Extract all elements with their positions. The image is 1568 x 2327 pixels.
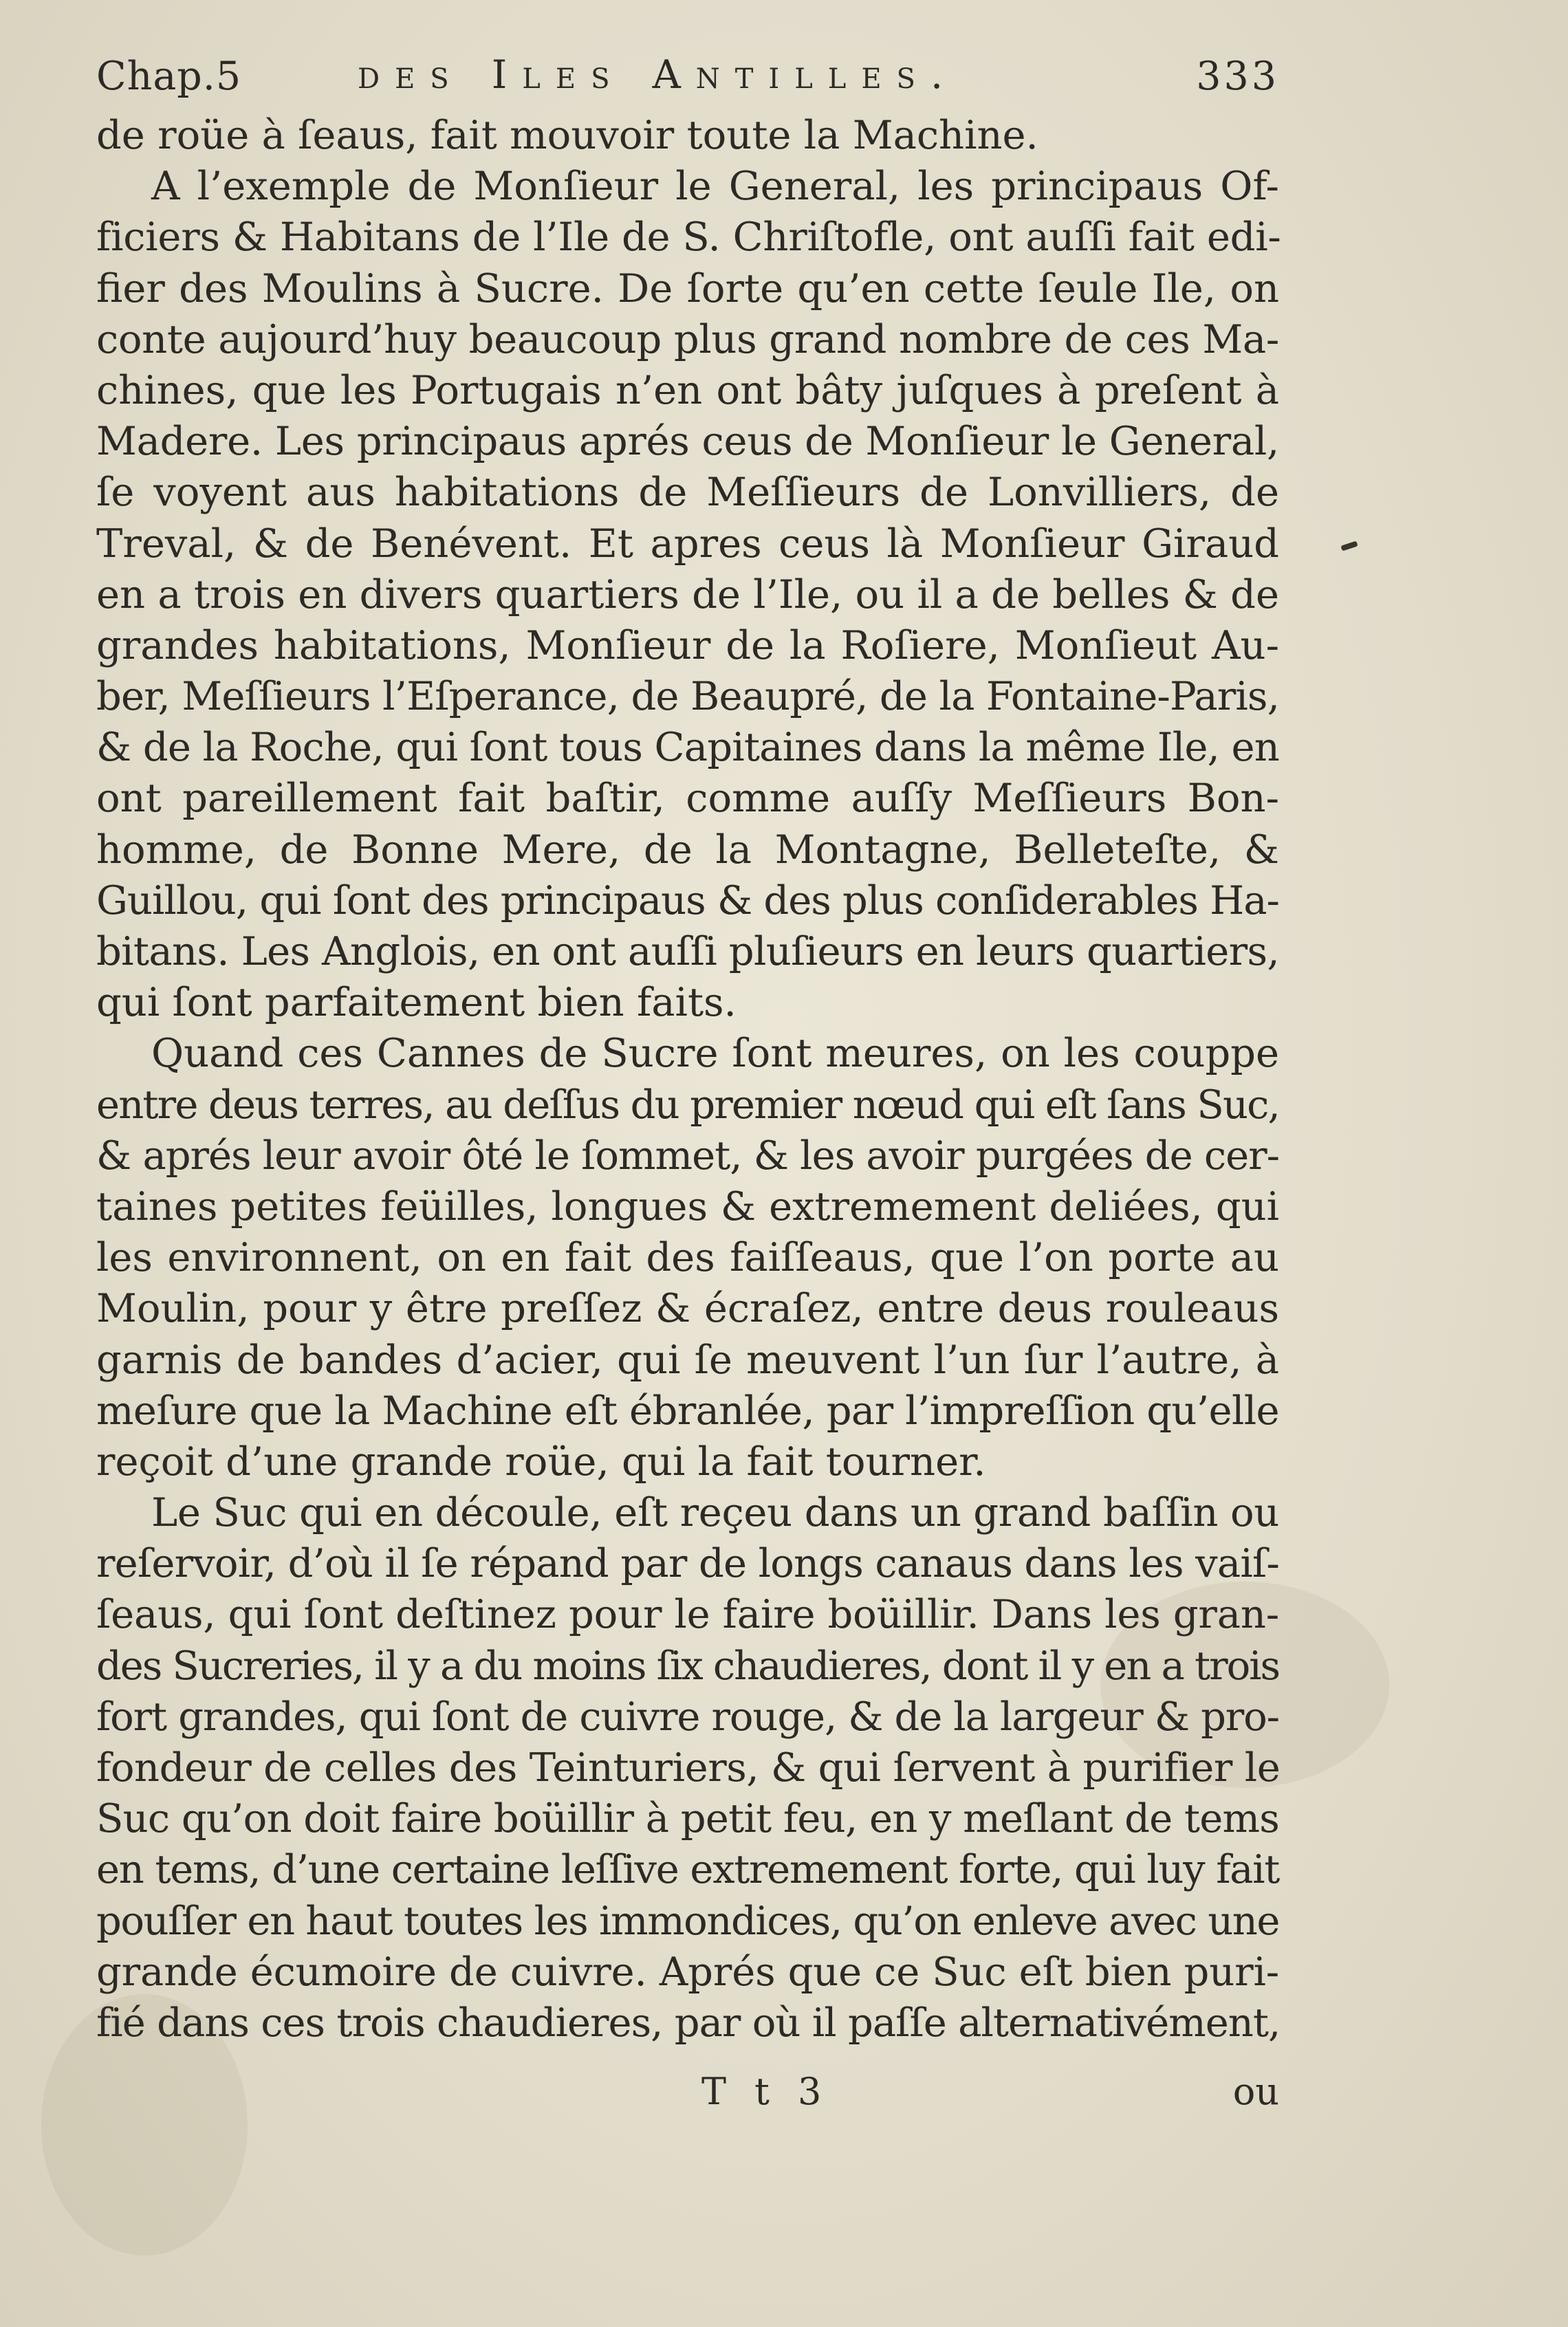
text-line: des Sucreries, il y a du moins ſix chaudieres, dont il y en a trois (96, 1642, 1279, 1689)
text-line: Moulin, pour y être preſſez & écraſez, entre deus rouleaus (96, 1285, 1279, 1332)
body-text (96, 110, 1279, 2049)
text-line: fort grandes, qui ſont de cuivre rouge, & de la largeur & pro- (96, 1693, 1279, 1740)
text-line: les environnent, on en fait des faiſſeaus, que l’on porte au (96, 1234, 1279, 1281)
text-line: grandes habitations, Monſieur de la Roſiere, Monſieut Au- (96, 622, 1279, 668)
page-footer (96, 2066, 1279, 2121)
text-line: pouſſer en haut toutes les immondices, qu’on enleve avec une (96, 1897, 1279, 1944)
text-line: Treval, & de Benévent. Et apres ceus là Monſieur Giraud (96, 520, 1279, 567)
text-line: Madere. Les principaus aprés ceus de Monſieur le General, (96, 418, 1279, 465)
text-line: bitans. Les Anglois, en ont auſſi pluſieurs en leurs quartiers, (96, 928, 1279, 974)
running-head-chapter: Chap.5 (96, 54, 242, 99)
text-line: en tems, d’une certaine leſſive extremement forte, qui luy fait (96, 1846, 1279, 1893)
text-line: en a trois en divers quartiers de l’Ile, ou il a de belles & de (96, 571, 1279, 618)
text-line: Quand ces Cannes de Sucre ſont meures, on les couppe (151, 1030, 1279, 1077)
text-line: Suc qu’on doit faire boüillir à petit feu, en y meſlant de tems (96, 1795, 1279, 1842)
text-line: ſeaus, qui ſont deſtinez pour le faire boüillir. Dans les gran- (96, 1591, 1279, 1638)
running-head-title: des Iles Antilles. (358, 52, 959, 98)
text-line: garnis de bandes d’acier, qui ſe meuvent l’un ſur l’autre, à (96, 1336, 1279, 1383)
text-line: & aprés leur avoir ôté le ſommet, & les avoir purgées de cer- (96, 1132, 1279, 1179)
text-line: chines, que les Portugais n’en ont bâty juſques à preſent à (96, 367, 1279, 413)
text-line: ficiers & Habitans de l’Ile de S. Chriſtofle, ont auſſi fait edi- (96, 214, 1281, 261)
text-line: reçoit d’une grande roüe, qui la fait tourner. (96, 1438, 986, 1485)
page-number: 333 (1196, 54, 1279, 99)
text-line: meſure que la Machine eſt ébranlée, par l’impreſſion qu’elle (96, 1387, 1279, 1434)
text-line: ont pareillement fait baſtir, comme auſſy Meſſieurs Bon- (96, 775, 1279, 822)
text-line: grande écumoire de cuivre. Aprés que ce Suc eſt bien puri- (96, 1948, 1279, 1995)
text-line: entre deus terres, au deſſus du premier nœud qui eſt ſans Suc, (96, 1081, 1279, 1128)
text-line: A l’exemple de Monſieur le General, les principaus Of- (151, 163, 1279, 210)
running-head (96, 45, 1279, 107)
text-line: fié dans ces trois chaudieres, par où il paſſe alternativément, (96, 1999, 1281, 2046)
catchword: ou (1232, 2070, 1279, 2113)
text-line: taines petites feüilles, longues & extremement deliées, qui (96, 1183, 1279, 1230)
text-line: qui ſont parfaitement bien faits. (96, 979, 737, 1026)
text-line: homme, de Bonne Mere, de la Montagne, Belleteſte, & (96, 826, 1279, 873)
text-line: Le Suc qui en découle, eſt reçeu dans un grand baſſin ou (151, 1489, 1279, 1536)
text-line: Guillou, qui ſont des principaus & des plus conſiderables Ha- (96, 877, 1279, 924)
text-line: conte aujourd’huy beaucoup plus grand nombre de ces Ma- (96, 316, 1279, 362)
text-line: de roüe à ſeaus, fait mouvoir toute la Machine. (96, 112, 1038, 158)
text-line: ber, Meſſieurs l’Eſperance, de Beaupré, de la Fontaine-Paris, (96, 673, 1279, 720)
signature-mark: T t 3 (701, 2070, 830, 2113)
text-line: ſe voyent aus habitations de Meſſieurs de Lonvilliers, de (96, 469, 1279, 516)
text-line: fondeur de celles des Teinturiers, & qui ſervent à purifier le (96, 1745, 1281, 1791)
text-line: reſervoir, d’où il ſe répand par de longs canaus dans les vaiſ- (96, 1540, 1279, 1587)
margin-ink-mark (1340, 540, 1358, 551)
text-line: fier des Moulins à Sucre. De ſorte qu’en cette ſeule Ile, on (96, 265, 1279, 312)
text-line: & de la Roche, qui ſont tous Capitaines dans la même Ile, en (96, 724, 1279, 771)
